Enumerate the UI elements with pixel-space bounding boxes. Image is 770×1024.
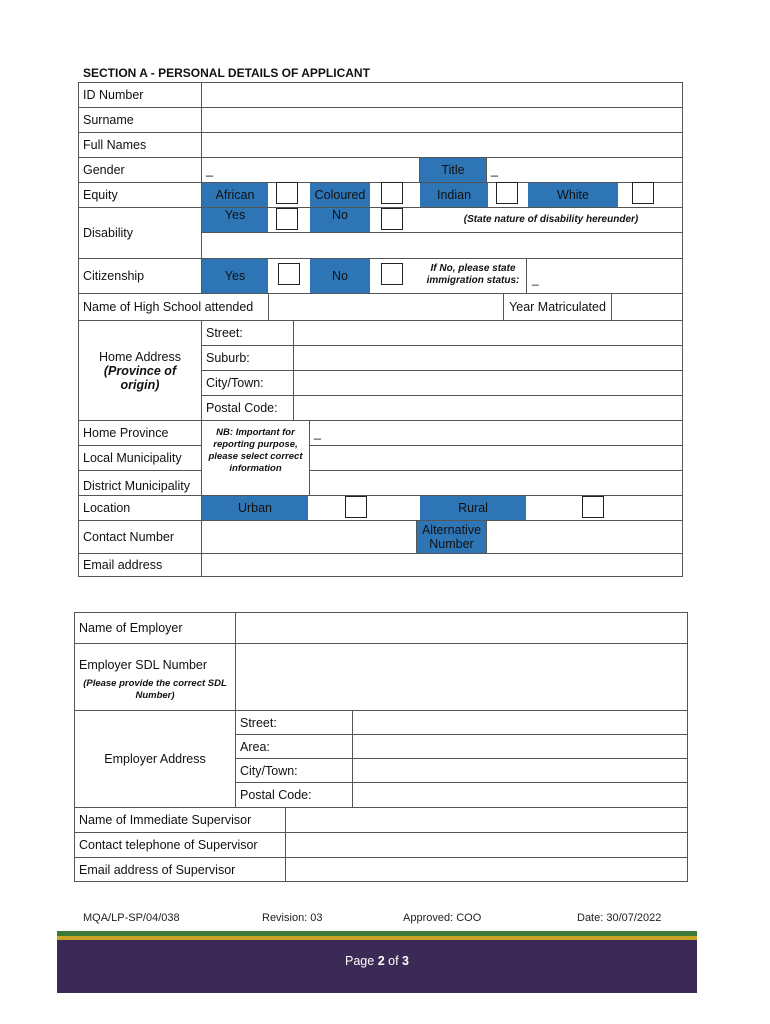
supervisor-phone-field[interactable] — [285, 832, 688, 858]
employer-address-label: Employer Address — [74, 710, 236, 808]
home-address-block — [78, 320, 202, 421]
footer-date: Date: 30/07/2022 — [577, 912, 662, 924]
home-province-label: Home Province — [78, 420, 202, 446]
gender-label: Gender — [78, 157, 202, 183]
contact-number-label: Contact Number — [78, 520, 202, 554]
local-municipality-label: Local Municipality — [78, 445, 202, 471]
email-label: Email address — [78, 553, 202, 577]
home-street-label: Street: — [201, 320, 294, 346]
home-street-field[interactable] — [293, 320, 683, 346]
emp-street-label: Street: — [235, 710, 353, 735]
sdl-number-label: Employer SDL Number — [79, 658, 208, 672]
citizenship-no-checkbox[interactable] — [381, 263, 403, 285]
equity-label: Equity — [78, 182, 202, 208]
sdl-number-field[interactable] — [235, 643, 688, 711]
home-suburb-label: Suburb: — [201, 345, 294, 371]
equity-coloured-checkbox[interactable] — [381, 182, 403, 204]
alternative-number-label: Alternative Number — [416, 520, 487, 554]
gender-select[interactable]: _ — [201, 157, 420, 183]
supervisor-name-label: Name of Immediate Supervisor — [74, 807, 286, 833]
equity-white-label: White — [528, 183, 618, 207]
high-school-label: Name of High School attended — [78, 293, 269, 321]
year-matriculated-field[interactable] — [611, 293, 683, 321]
nb-note: NB: Important for reporting purpose, please select correct information — [208, 427, 303, 474]
section-a-heading: SECTION A - PERSONAL DETAILS OF APPLICANT — [83, 66, 370, 80]
full-names-field[interactable] — [201, 132, 683, 158]
page-current: 2 — [377, 954, 385, 968]
emp-area-label: Area: — [235, 734, 353, 759]
supervisor-name-field[interactable] — [285, 807, 688, 833]
id-number-field[interactable] — [201, 82, 683, 108]
immigration-status-field[interactable]: _ — [532, 272, 539, 286]
home-postal-field[interactable] — [293, 395, 683, 421]
home-postal-label: Postal Code: — [201, 395, 294, 421]
local-municipality-select[interactable] — [309, 445, 683, 471]
employer-name-field[interactable] — [235, 612, 688, 644]
page-indicator — [57, 954, 697, 968]
footer-band — [57, 940, 697, 993]
equity-indian-checkbox[interactable] — [496, 182, 518, 204]
citizenship-yes-checkbox[interactable] — [278, 263, 300, 285]
citizenship-label: Citizenship — [78, 258, 202, 294]
employer-name-label: Name of Employer — [74, 612, 236, 644]
home-suburb-field[interactable] — [293, 345, 683, 371]
page-prefix: Page — [345, 954, 375, 968]
citizenship-yes-label: Yes — [202, 259, 268, 293]
supervisor-email-field[interactable] — [285, 857, 688, 882]
disability-no-label: No — [310, 208, 370, 232]
province-of-origin-label: (Province of origin) — [103, 363, 177, 392]
emp-postal-field[interactable] — [352, 782, 688, 808]
surname-field[interactable] — [201, 107, 683, 133]
disability-yes-label: Yes — [202, 208, 268, 232]
footer-revision: Revision: 03 — [262, 912, 323, 924]
page-of: of — [388, 954, 399, 968]
urban-checkbox[interactable] — [345, 496, 367, 518]
email-field[interactable] — [201, 553, 683, 577]
emp-postal-label: Postal Code: — [235, 782, 353, 808]
equity-indian-label: Indian — [420, 183, 488, 207]
emp-street-field[interactable] — [352, 710, 688, 735]
district-municipality-label: District Municipality — [78, 470, 202, 496]
year-matriculated-label: Year Matriculated — [503, 293, 612, 321]
home-address-label: Home Address — [99, 349, 181, 364]
footer-doc-code: MQA/LP-SP/04/038 — [83, 912, 180, 924]
disability-note: (State nature of disability hereunder) — [420, 209, 682, 229]
disability-yes-checkbox[interactable] — [276, 208, 298, 230]
nb-note-cell — [201, 420, 310, 496]
page-total: 3 — [402, 954, 409, 968]
equity-african-checkbox[interactable] — [276, 182, 298, 204]
rural-label: Rural — [420, 496, 526, 520]
disability-label: Disability — [78, 207, 202, 259]
supervisor-email-label: Email address of Supervisor — [74, 857, 286, 882]
disability-no-checkbox[interactable] — [381, 208, 403, 230]
home-province-select[interactable]: _ — [309, 420, 683, 446]
location-label: Location — [78, 495, 202, 521]
home-city-label: City/Town: — [201, 370, 294, 396]
emp-city-field[interactable] — [352, 758, 688, 783]
full-names-label: Full Names — [78, 132, 202, 158]
urban-label: Urban — [202, 496, 308, 520]
disability-nature-field[interactable] — [201, 232, 683, 259]
footer-approved: Approved: COO — [403, 912, 482, 924]
id-number-label: ID Number — [78, 82, 202, 108]
emp-area-field[interactable] — [352, 734, 688, 759]
emp-city-label: City/Town: — [235, 758, 353, 783]
equity-coloured-label: Coloured — [310, 183, 370, 207]
immigration-note: If No, please state immigration status: — [426, 263, 520, 286]
home-city-field[interactable] — [293, 370, 683, 396]
district-municipality-select[interactable] — [309, 470, 683, 496]
surname-label: Surname — [78, 107, 202, 133]
title-select[interactable]: _ — [486, 157, 683, 183]
alternative-number-field[interactable] — [486, 520, 683, 554]
equity-white-checkbox[interactable] — [632, 182, 654, 204]
sdl-note: (Please provide the correct SDL Number) — [83, 678, 227, 701]
supervisor-phone-label: Contact telephone of Supervisor — [74, 832, 286, 858]
high-school-field[interactable] — [268, 293, 504, 321]
equity-african-label: African — [202, 183, 268, 207]
contact-number-field[interactable] — [201, 520, 417, 554]
sdl-block — [74, 643, 236, 711]
title-label: Title — [419, 157, 487, 183]
citizenship-no-label: No — [310, 259, 370, 293]
rural-checkbox[interactable] — [582, 496, 604, 518]
